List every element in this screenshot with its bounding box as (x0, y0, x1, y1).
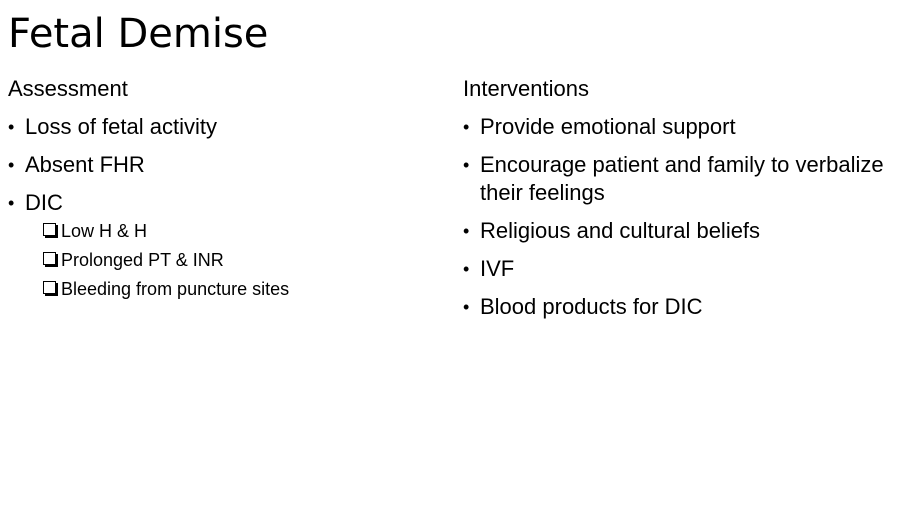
list-item (463, 113, 893, 141)
sub-list-item-text: Bleeding from puncture sites (61, 279, 290, 299)
sub-list-item-text: Prolonged PT & INR (61, 250, 224, 270)
list-item (8, 189, 438, 301)
list-item (463, 151, 893, 207)
bullet-icon: • (463, 155, 470, 175)
list-item (463, 293, 893, 321)
list-item-text: Religious and cultural beliefs (480, 218, 761, 243)
checkbox-icon (43, 281, 56, 294)
interventions-heading: Interventions (463, 76, 589, 101)
list-item (8, 113, 438, 141)
bullet-icon: • (8, 193, 15, 213)
list-item (463, 217, 893, 245)
checkbox-icon (43, 223, 56, 236)
assessment-list (8, 113, 438, 301)
list-item-text: Loss of fetal activity (25, 114, 217, 139)
bullet-icon: • (463, 221, 470, 241)
assessment-column (8, 75, 438, 311)
list-item-text: DIC (25, 190, 63, 215)
list-item-text: Encourage patient and family to verbalize their feelings (480, 152, 884, 205)
list-item (463, 255, 893, 283)
bullet-icon: • (8, 155, 15, 175)
interventions-list (463, 113, 893, 321)
sub-list-item (25, 278, 438, 301)
list-item-text: Provide emotional support (480, 114, 736, 139)
bullet-icon: • (463, 297, 470, 317)
bullet-icon: • (463, 259, 470, 279)
bullet-icon: • (8, 117, 15, 137)
sub-list-item-text: Low H & H (61, 221, 148, 241)
bullet-icon: • (463, 117, 470, 137)
sub-list-item (25, 220, 438, 243)
list-item-text: IVF (480, 256, 515, 281)
list-item-text: Absent FHR (25, 152, 145, 177)
assessment-heading: Assessment (8, 76, 128, 101)
list-item (8, 151, 438, 179)
interventions-column (463, 75, 893, 331)
list-item-text: Blood products for DIC (480, 294, 703, 319)
dic-sublist (25, 220, 438, 301)
slide-title: Fetal Demise (8, 11, 269, 57)
checkbox-icon (43, 252, 56, 265)
sub-list-item (25, 249, 438, 272)
